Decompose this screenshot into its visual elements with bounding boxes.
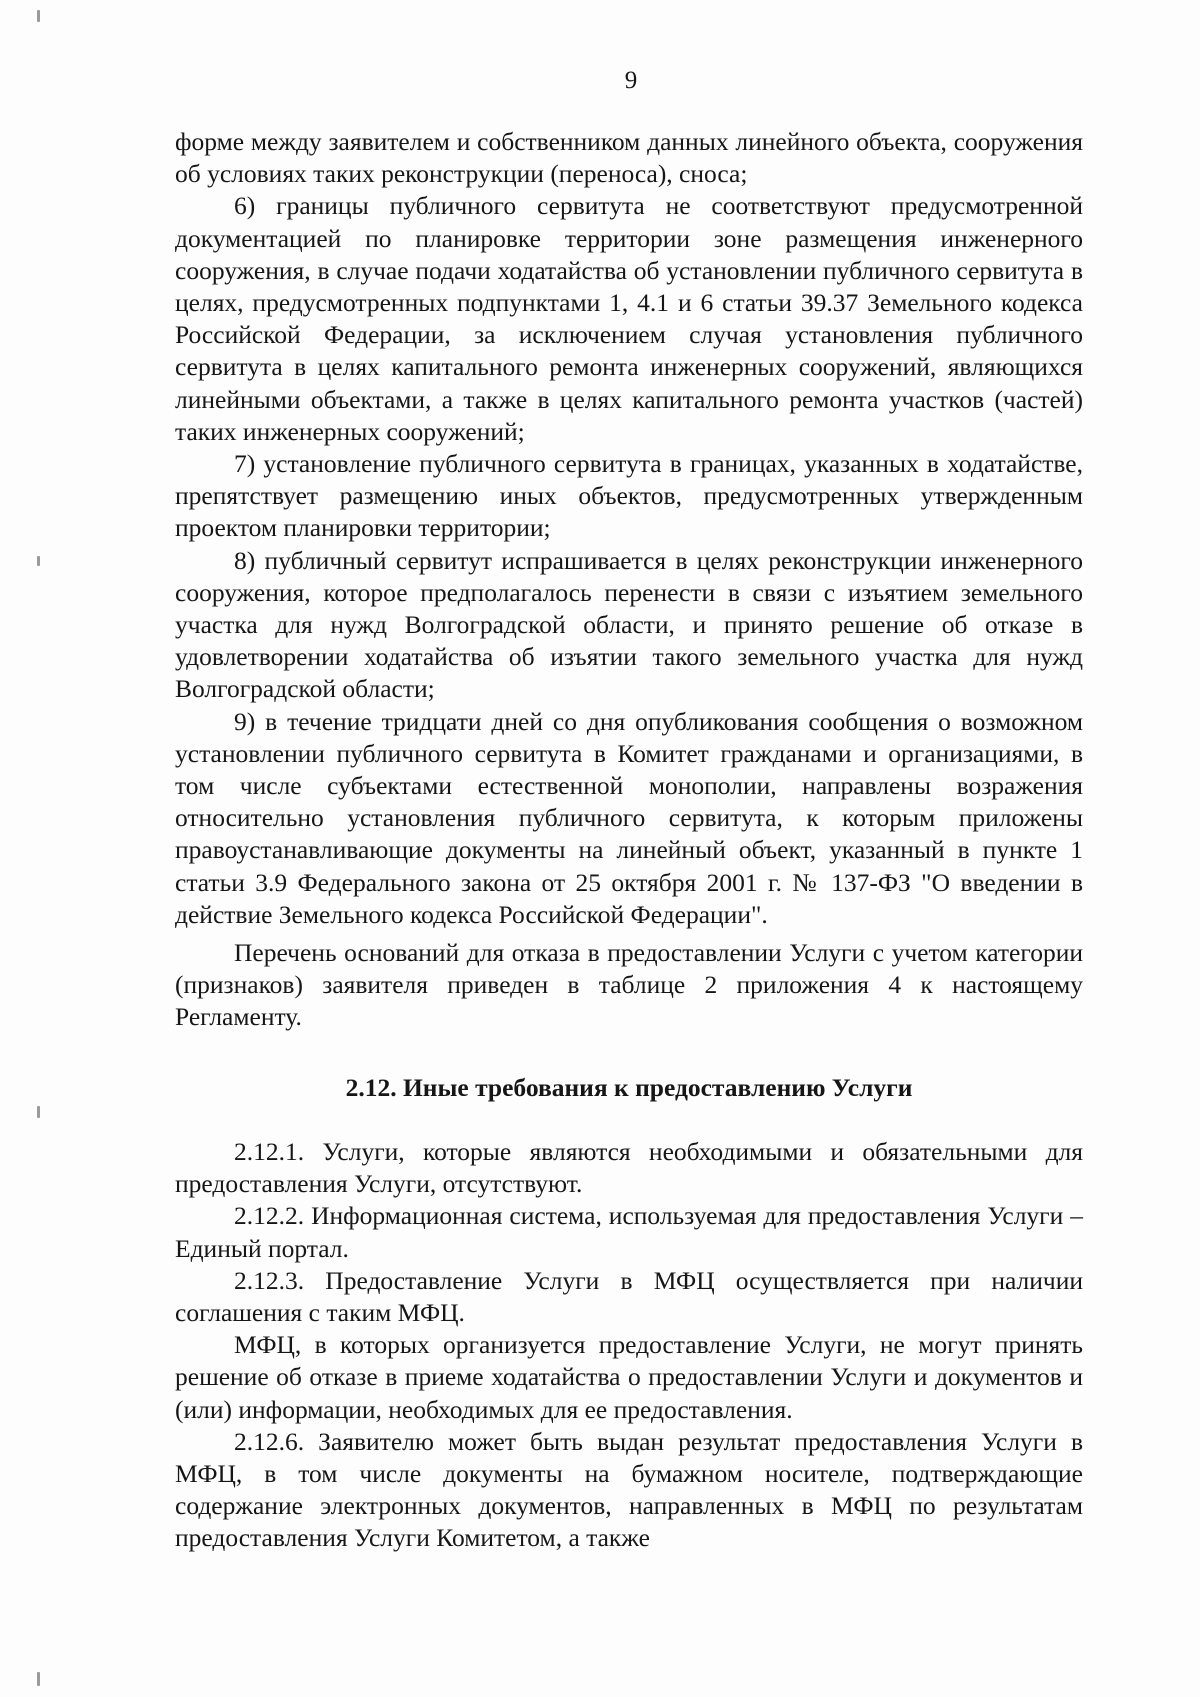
page-number: 9 <box>624 67 638 94</box>
paragraph-item-7: 7) установление публичного сервитута в границах, указанных в ходатайстве, препятствует размещению иных объектов, предусмотренных утвержденным проектом планировки территории; <box>175 449 1083 543</box>
scan-artifact <box>37 10 40 22</box>
scan-artifact <box>37 1672 40 1686</box>
document-body <box>175 126 1083 1555</box>
paragraph-2-12-2: 2.12.2. Информационная система, используемая для предоставления Услуги – Единый портал. <box>175 1201 1083 1263</box>
section-heading: 2.12. Иные требования к предоставлению Услуги <box>345 1072 913 1102</box>
paragraph-2-12-3: 2.12.3. Предоставление Услуги в МФЦ осуществляется при наличии соглашения с таким МФЦ. <box>175 1265 1083 1327</box>
paragraph-item-8: 8) публичный сервитут испрашивается в целях реконструкции инженерного сооружения, которое предполагалось перенести в связи с изъятием земельного участка для нужд Волгоградской области, и принято решение об отказе в удовлетворении ходатайства об изъятии такого земельного участка для нужд Волгоградской области; <box>175 545 1083 704</box>
paragraph-continuation: форме между заявителем и собственником данных линейного объекта, сооружения об условиях таких реконструкции (переноса), сноса; <box>175 127 1083 189</box>
paragraph-2-12-1: 2.12.1. Услуги, которые являются необходимыми и обязательными для предоставления Услуги, отсутствуют. <box>175 1136 1083 1199</box>
paragraph-mfc: МФЦ, в которых организуется предоставление Услуги, не могут принять решение об отказе в приеме ходатайства о предоставлении Услуги и документов и (или) информации, необходимых для ее предоставления. <box>175 1330 1083 1424</box>
paragraph-refusal-list: Перечень оснований для отказа в предоставлении Услуги с учетом категории (признаков) заявителя приведен в таблице 2 приложения 4 к настоящему Регламенту. <box>175 938 1083 1032</box>
scan-artifact <box>37 1106 40 1118</box>
paragraph-item-6: 6) границы публичного сервитута не соответствуют предусмотренной документацией по планировке территории зоне размещения инженерного сооружения, в случае подачи ходатайства об установлении публичного сервитута в целях, предусмотренных подпунктами 1, 4.1 и 6 статьи 39.37 Земельного кодекса Российской Федерации, за исключением случая установления публичного сервитута в целях капитального ремонта инженерных сооружений, являющихся линейными объектами, а также в целях капитального ремонта участков (частей) таких инженерных сооружений; <box>175 191 1083 446</box>
scan-artifact <box>37 556 40 566</box>
paragraph-item-9: 9) в течение тридцати дней со дня опубликования сообщения о возможном установлении публичного сервитута в Комитет гражданами и организациями, в том числе субъектами естественной монополии, направлены возражения относительно установления публичного сервитута, к которым приложены правоустанавливающие документы на линейный объект, указанный в пункте 1 статьи 3.9 Федерального закона от 25 октября 2001 г. № 137-ФЗ "О введении в действие Земельного кодекса Российской Федерации". <box>175 706 1083 929</box>
paragraph-2-12-6: 2.12.6. Заявителю может быть выдан результат предоставления Услуги в МФЦ, в том числе документы на бумажном носителе, подтверждающие содержание электронных документов, направленных в МФЦ по результатам предоставления Услуги Комитетом, а также <box>175 1426 1083 1553</box>
